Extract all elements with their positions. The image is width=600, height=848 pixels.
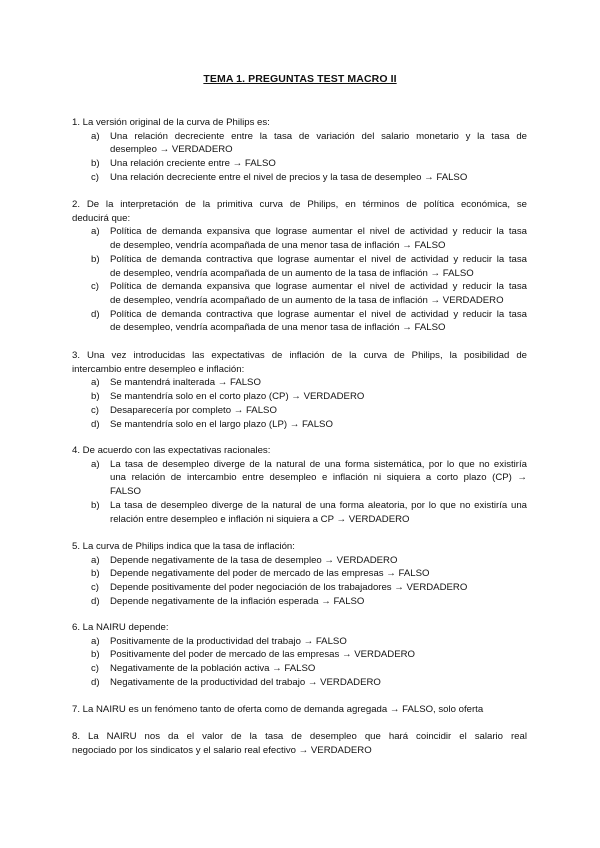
question-text: 2. De la interpretación de la primitiva curva de Philips, en términos de política económica, se xyxy=(72,199,527,210)
question-text: 4. De acuerdo con las expectativas racionales: xyxy=(72,445,271,456)
question-text-cont: negociado por los sindicatos y el salario real efectivo → VERDADERO xyxy=(72,744,372,756)
option-a: a) Se mantendrá inalterada → FALSO xyxy=(91,377,261,389)
option-b: b) Una relación creciente entre → FALSO xyxy=(91,158,276,170)
option-d: d) Depende negativamente de la inflación esperada → FALSO xyxy=(91,595,365,607)
question-text: 1. La versión original de la curva de Philips es: xyxy=(72,117,270,128)
option-c: c) Negativamente de la población activa → FALSO xyxy=(91,663,316,675)
question-1 xyxy=(72,116,527,185)
option-d: d) Política de demanda contractiva que lograse aumentar el nivel de actividad y reducir la tasa de desempleo, vendría acompañada de una menor tasa de inflación → FALSO xyxy=(91,308,527,334)
question-2 xyxy=(72,198,527,335)
option-c: c) Depende positivamente del poder negociación de los trabajadores → VERDADERO xyxy=(91,582,468,594)
question-4 xyxy=(72,444,527,526)
question-text: 5. La curva de Philips indica que la tasa de inflación: xyxy=(72,541,295,552)
option-c: c) Política de demanda expansiva que lograse aumentar el nivel de actividad y reducir la tasa de desempleo, vendría acompañado de un aumento de la tasa de inflación → VERDADERO xyxy=(91,281,527,306)
question-6 xyxy=(72,621,527,690)
option-a: a) Política de demanda expansiva que lograse aumentar el nivel de actividad y reducir la tasa de desempleo, vendría acompañada de una menor tasa de inflación → FALSO xyxy=(91,226,527,252)
document-title: TEMA 1. PREGUNTAS TEST MACRO II xyxy=(203,73,397,85)
question-text: 7. La NAIRU es un fenómeno tanto de oferta como de demanda agregada → FALSO, solo oferta xyxy=(72,704,484,715)
option-a: a) La tasa de desempleo diverge de la natural de una forma sistemática, por lo que no existiría una relación de intercambio entre desempleo e inflación ni siquiera a corto plazo (CP) → FALSO xyxy=(91,458,527,498)
option-b: b) Política de demanda contractiva que lograse aumentar el nivel de actividad y reducir la tasa de desempleo, vendría acompañada de un aumento de la tasa de inflación → FALSO xyxy=(91,253,527,279)
question-text: 8. La NAIRU nos da el valor de la tasa de desempleo que hará coincidir el salario real xyxy=(72,731,527,742)
option-b: b) Depende negativamente del poder de mercado de las empresas → FALSO xyxy=(91,568,430,580)
option-d: d) Se mantendría solo en el largo plazo (LP) → FALSO xyxy=(91,418,333,430)
question-3 xyxy=(72,349,527,431)
question-5 xyxy=(72,540,527,609)
option-d: d) Negativamente de la productividad del trabajo → VERDADERO xyxy=(91,676,381,688)
option-c: c) Una relación decreciente entre el nivel de precios y la tasa de desempleo → FALSO xyxy=(91,171,468,183)
option-b: b) Positivamente del poder de mercado de las empresas → VERDADERO xyxy=(91,649,416,661)
option-a: a) Depende negativamente de la tasa de desempleo → VERDADERO xyxy=(91,554,398,566)
question-text-cont: intercambio entre desempleo e inflación: xyxy=(72,363,245,375)
question-text: 6. La NAIRU depende: xyxy=(72,622,169,633)
question-text: 3. Una vez introducidas las expectativas de inflación de la curva de Philips, la posibilidad de xyxy=(72,350,527,361)
option-b: b) Se mantendría solo en el corto plazo (CP) → VERDADERO xyxy=(91,391,365,403)
question-text-cont: deducirá que: xyxy=(72,212,131,224)
question-8 xyxy=(72,730,527,757)
question-7 xyxy=(72,703,527,717)
option-a: a) Una relación decreciente entre la tasa de variación del salario monetario y la tasa de desempleo → VERDADERO xyxy=(91,130,527,156)
option-c: c) Desaparecería por completo → FALSO xyxy=(91,404,277,416)
option-b: b) La tasa de desempleo diverge de la natural de una forma aleatoria, por lo que no existiría una relación entre desempleo e inflación ni siquiera a CP → VERDADERO xyxy=(91,499,527,525)
option-a: a) Positivamente de la productividad del trabajo → FALSO xyxy=(91,635,347,647)
